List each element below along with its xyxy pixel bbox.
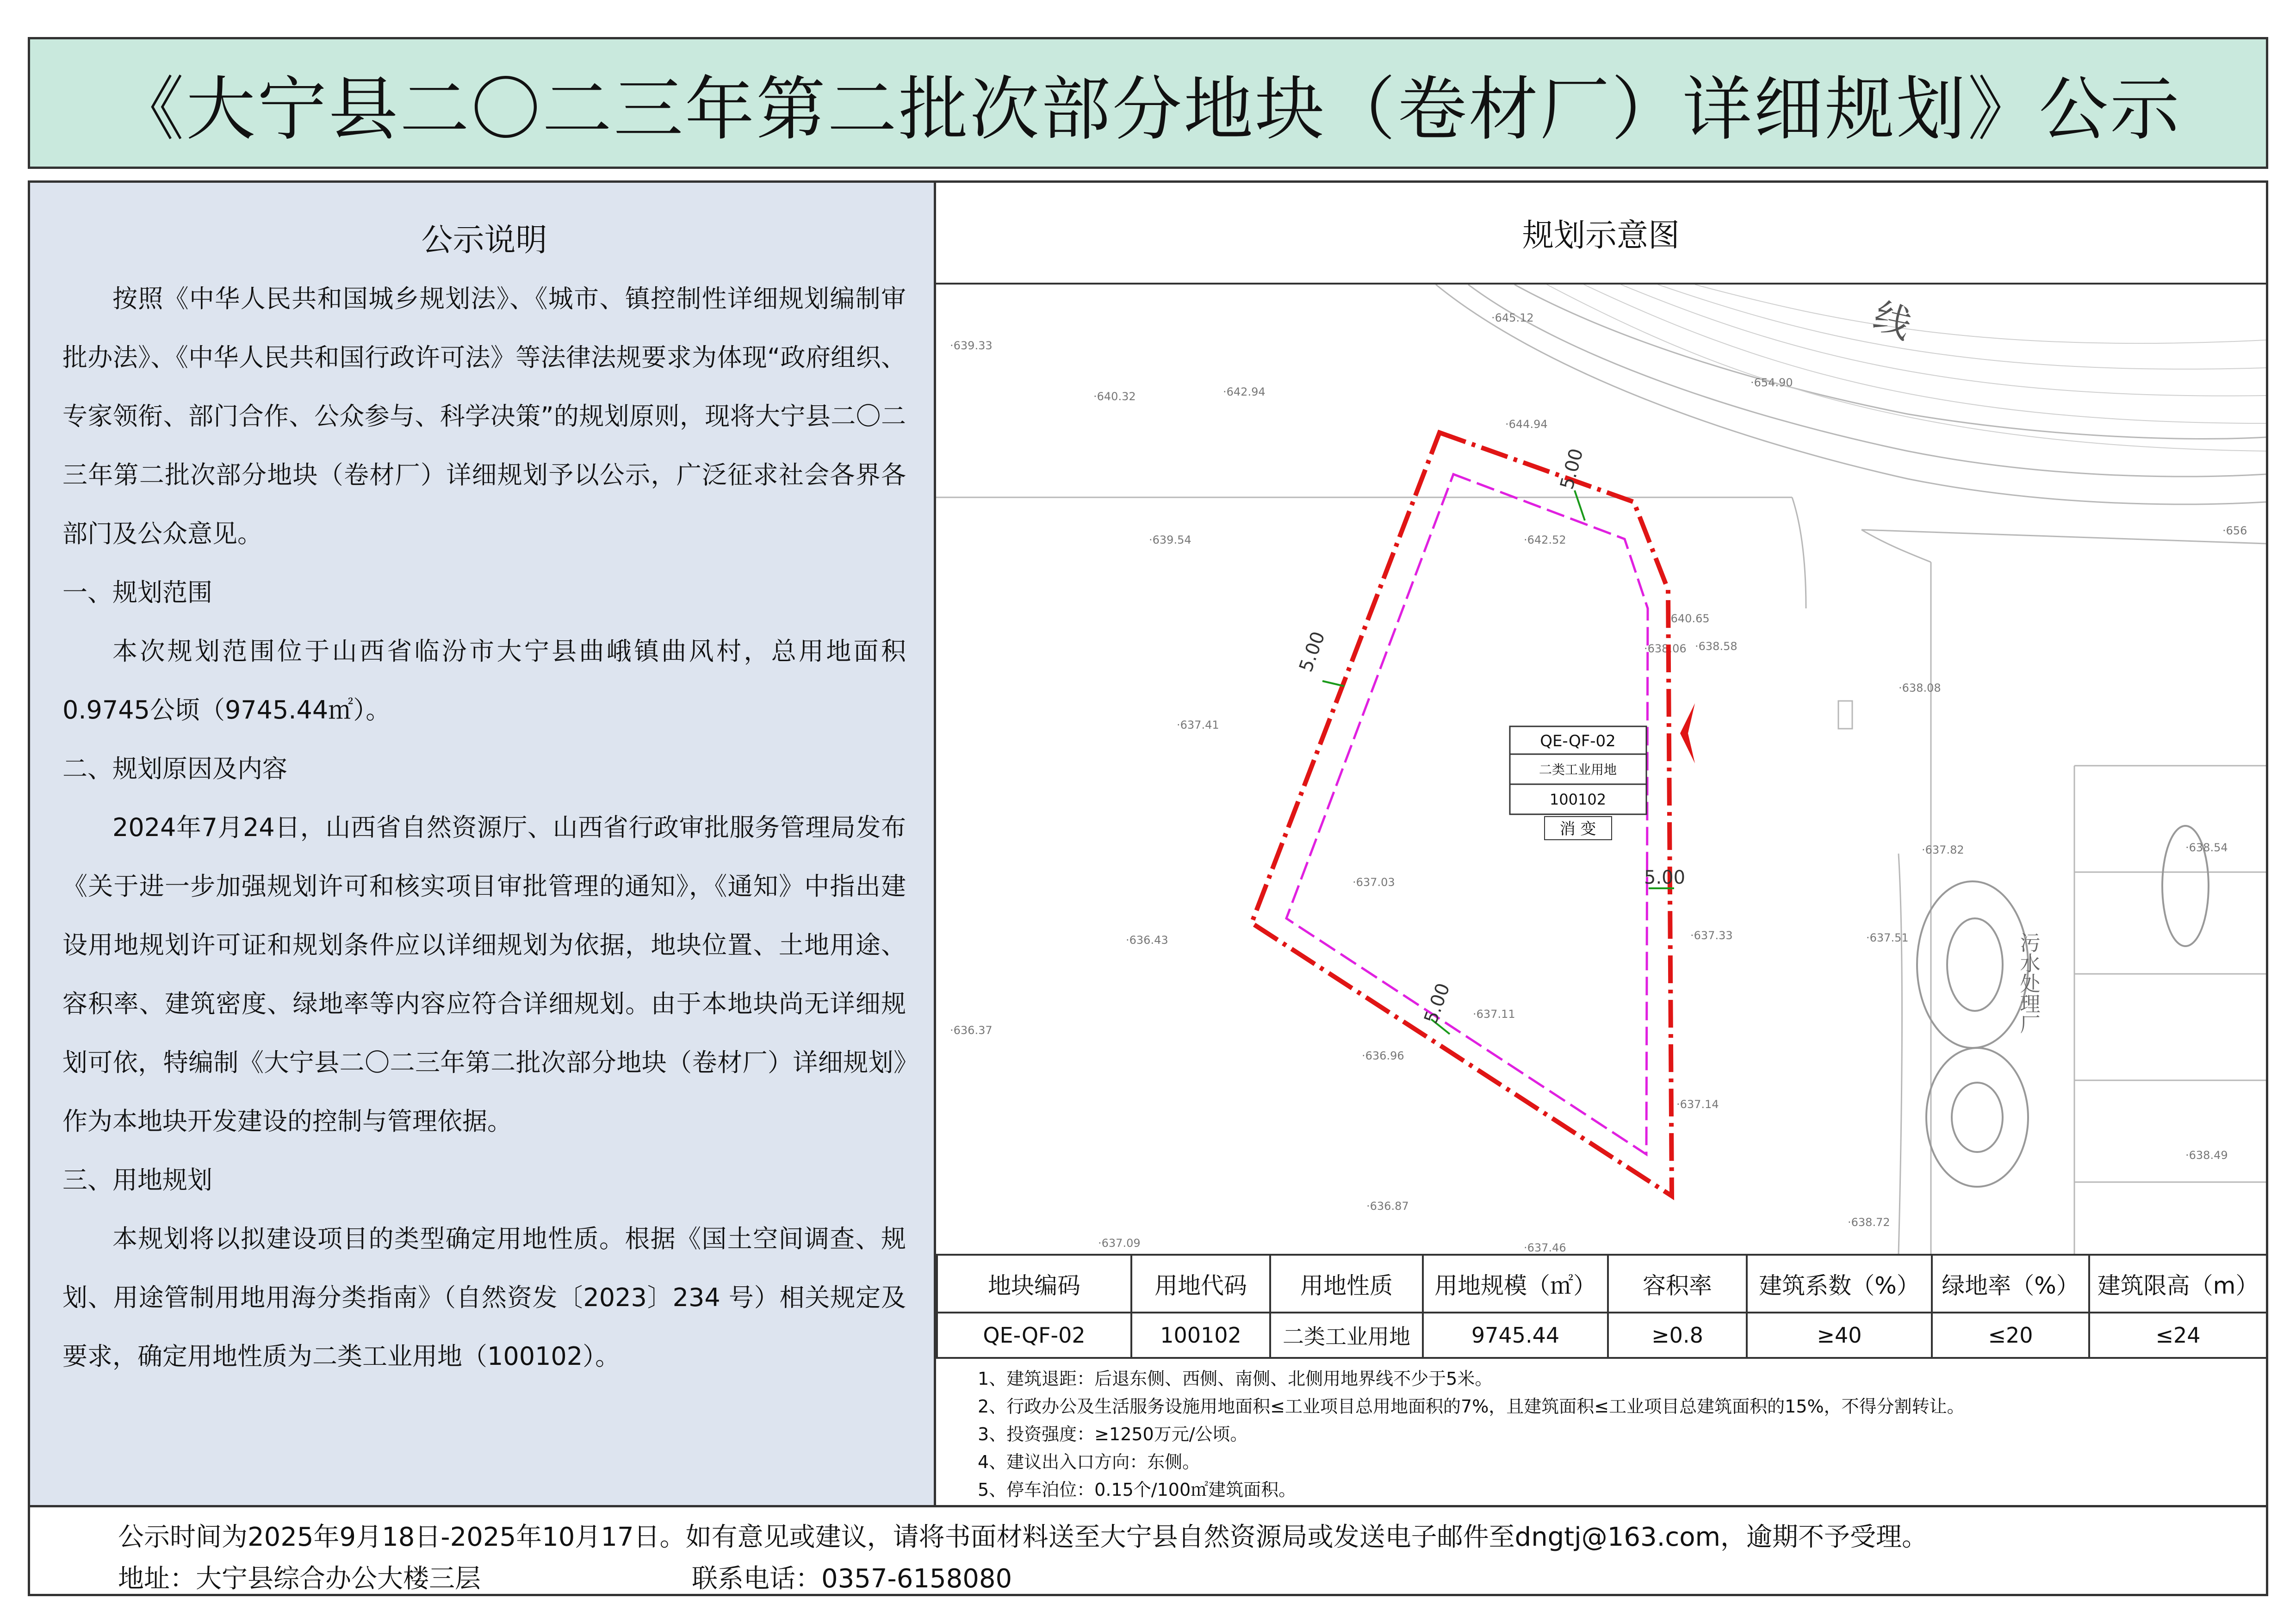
control-table [936,1254,2268,1359]
notice-heading: 公示说明 [421,222,547,259]
elevation-label: ·638.49 [2185,1149,2228,1162]
main-frame [28,180,2268,1596]
cell-far: ≥0.8 [1608,1313,1747,1358]
elevation-label: ·640.32 [1093,390,1136,403]
map-header [936,183,2266,285]
plan-map [936,285,2266,1254]
parcel-use-code: 100102 [1549,791,1607,808]
elevation-label: ·656 [2222,524,2247,537]
footer [30,1505,2266,1594]
elevation-label: ·637.82 [1922,843,1964,856]
cell-green-ratio: ≤20 [1932,1313,2089,1358]
elevation-label: ·654.90 [1750,376,1793,389]
header-height-limit: 建筑限高（m） [2089,1255,2267,1313]
elevation-label: ·639.33 [950,339,993,352]
road-label: 线 [1868,294,1917,347]
elevation-label: ·637.46 [1524,1241,1566,1254]
elevation-label: ·637.03 [1353,876,1395,889]
elevation-label: ·637.41 [1177,719,1219,731]
elevation-label: ·636.87 [1366,1200,1409,1213]
section-3-title: 三、用地规划 [62,1165,212,1195]
elevation-label: ·636.96 [1362,1049,1404,1062]
notice-intro: 按照《中华人民共和国城乡规划法》、《城市、镇控制性详细规划编制审批办法》、《中华人民共和国行政许可法》等法律法规要求为体现“政府组织、专家领衔、部门合作、公众参与、科学决策”的规划原则，现将大宁县二〇二三年第二批次部分地块（卷材厂）详细规划予以公示，广泛征求社会各界各部门及公众意见。 [62,284,906,548]
plan-map-drawing [936,285,2266,1254]
note-item: 1、建筑退距：后退东侧、西侧、南侧、北侧用地界线不少于5米。 [978,1369,1493,1389]
elevation-label: ·636.43 [1126,934,1168,947]
note-item: 5、停车泊位：0.15个/100㎡建筑面积。 [978,1480,1297,1500]
header-green-ratio: 绿地率（%） [1932,1255,2089,1313]
elevation-label: ·638.58 [1695,640,1738,653]
contact-phone: 联系电话：0357-6158080 [692,1564,1012,1594]
note-item: 2、行政办公及生活服务设施用地面积≤工业项目总用地面积的7%，且建筑面积≤工业项目总建筑面积的15%，不得分割转让。 [978,1396,1965,1417]
setback-label-north: 5.00 [1556,446,1588,492]
section-1-title: 一、规划范围 [62,578,212,607]
parcel-mark: 消 变 [1559,820,1596,838]
note-item: 3、投资强度：≥1250万元/公顷。 [978,1424,1248,1444]
elevation-label: ·642.94 [1223,385,1266,398]
publicity-period: 公示时间为2025年9月18日-2025年10月17日。如有意见或建议，请将书面材料送至大宁县自然资源局或发送电子邮件至dngtj@163.com，逾期不予受理。 [118,1522,1928,1552]
setback-label-west: 5.00 [1295,628,1329,675]
cell-land-code: 100102 [1131,1313,1270,1358]
table-row [937,1313,2267,1358]
planning-notes [978,1365,2255,1504]
elevation-label: ·640.65 [1667,612,1710,625]
elevation-label: ·644.94 [1505,418,1548,431]
section-2-body: 2024年7月24日，山西省自然资源厅、山西省行政审批服务管理局发布《关于进一步加强规划许可和核实项目审批管理的通知》，《通知》中指出建设用地规划许可证和规划条件应以详细规划为依据，地块位置、土地用途、容积率、建筑密度、绿地率等内容应符合详细规划。由于本地块尚无详细规划可依，特编制《大宁县二〇二三年第二批次部分地块（卷材厂）详细规划》作为本地块开发建设的控制与管理依据。 [62,813,906,1136]
treatment-plant-label: 污水处理厂 [2016,932,2040,1034]
elevation-label: ·645.12 [1491,311,1534,324]
title-bar [28,37,2268,169]
parcel-code: QE-QF-02 [1540,732,1616,750]
table-header-row [937,1255,2267,1313]
section-2-title: 二、规划原因及内容 [62,754,287,783]
page-title: 《大宁县二〇二三年第二批次部分地块（卷材厂）详细规划》公示 [114,69,2181,150]
section-1-body: 本次规划范围位于山西省临汾市大宁县曲峨镇曲风村，总用地面积0.9745公顷（9745.44㎡）。 [62,637,906,725]
setback-label-south: 5.00 [1420,980,1454,1027]
pond-contours [1917,826,2209,1187]
cell-land-use: 二类工业用地 [1270,1313,1423,1358]
cell-land-area: 9745.44 [1423,1313,1608,1358]
note-item: 4、建议出入口方向：东侧。 [978,1452,1200,1472]
elevation-label: ·637.09 [1098,1237,1141,1250]
cell-parcel-code: QE-QF-02 [937,1313,1131,1358]
elevation-label: ·637.33 [1690,929,1733,942]
elevation-label: ·638.06 [1644,642,1687,655]
header-land-code: 用地代码 [1131,1255,1270,1313]
elevation-label: ·637.51 [1866,931,1909,944]
cell-building-coefficient: ≥40 [1747,1313,1932,1358]
elevation-label: ·638.72 [1848,1216,1890,1229]
entrance-arrow-icon [1680,703,1695,763]
elevation-label: ·638.54 [2185,841,2228,854]
address: 地址：大宁县综合办公大楼三层 [118,1564,481,1594]
plan-panel [936,183,2266,1505]
elevation-label: ·636.37 [950,1024,993,1037]
elevation-label: ·638.08 [1899,681,1941,694]
elevation-label: ·637.14 [1676,1098,1719,1111]
header-parcel-code: 地块编码 [937,1255,1131,1313]
header-land-use: 用地性质 [1270,1255,1423,1313]
map-heading: 规划示意图 [1522,217,1680,254]
elevation-label: ·639.54 [1149,533,1191,546]
header-far: 容积率 [1608,1255,1747,1313]
header-building-coefficient: 建筑系数（%） [1747,1255,1932,1313]
cell-height-limit: ≤24 [2089,1313,2267,1358]
setback-label-east: 5.00 [1644,867,1686,888]
parcel-use: 二类工业用地 [1539,762,1617,777]
elevation-label: ·642.52 [1524,533,1566,546]
elevation-label: ·637.11 [1473,1008,1515,1021]
section-3-body: 本规划将以拟建设项目的类型确定用地性质。根据《国土空间调查、规划、用途管制用地用海分类指南》（自然资发〔2023〕234 号）相关规定及要求，确定用地性质为二类工业用地（100102）。 [62,1224,906,1371]
notice-panel [30,183,936,1505]
header-land-area: 用地规模（㎡） [1423,1255,1608,1313]
parcel-label-box [1510,726,1646,840]
